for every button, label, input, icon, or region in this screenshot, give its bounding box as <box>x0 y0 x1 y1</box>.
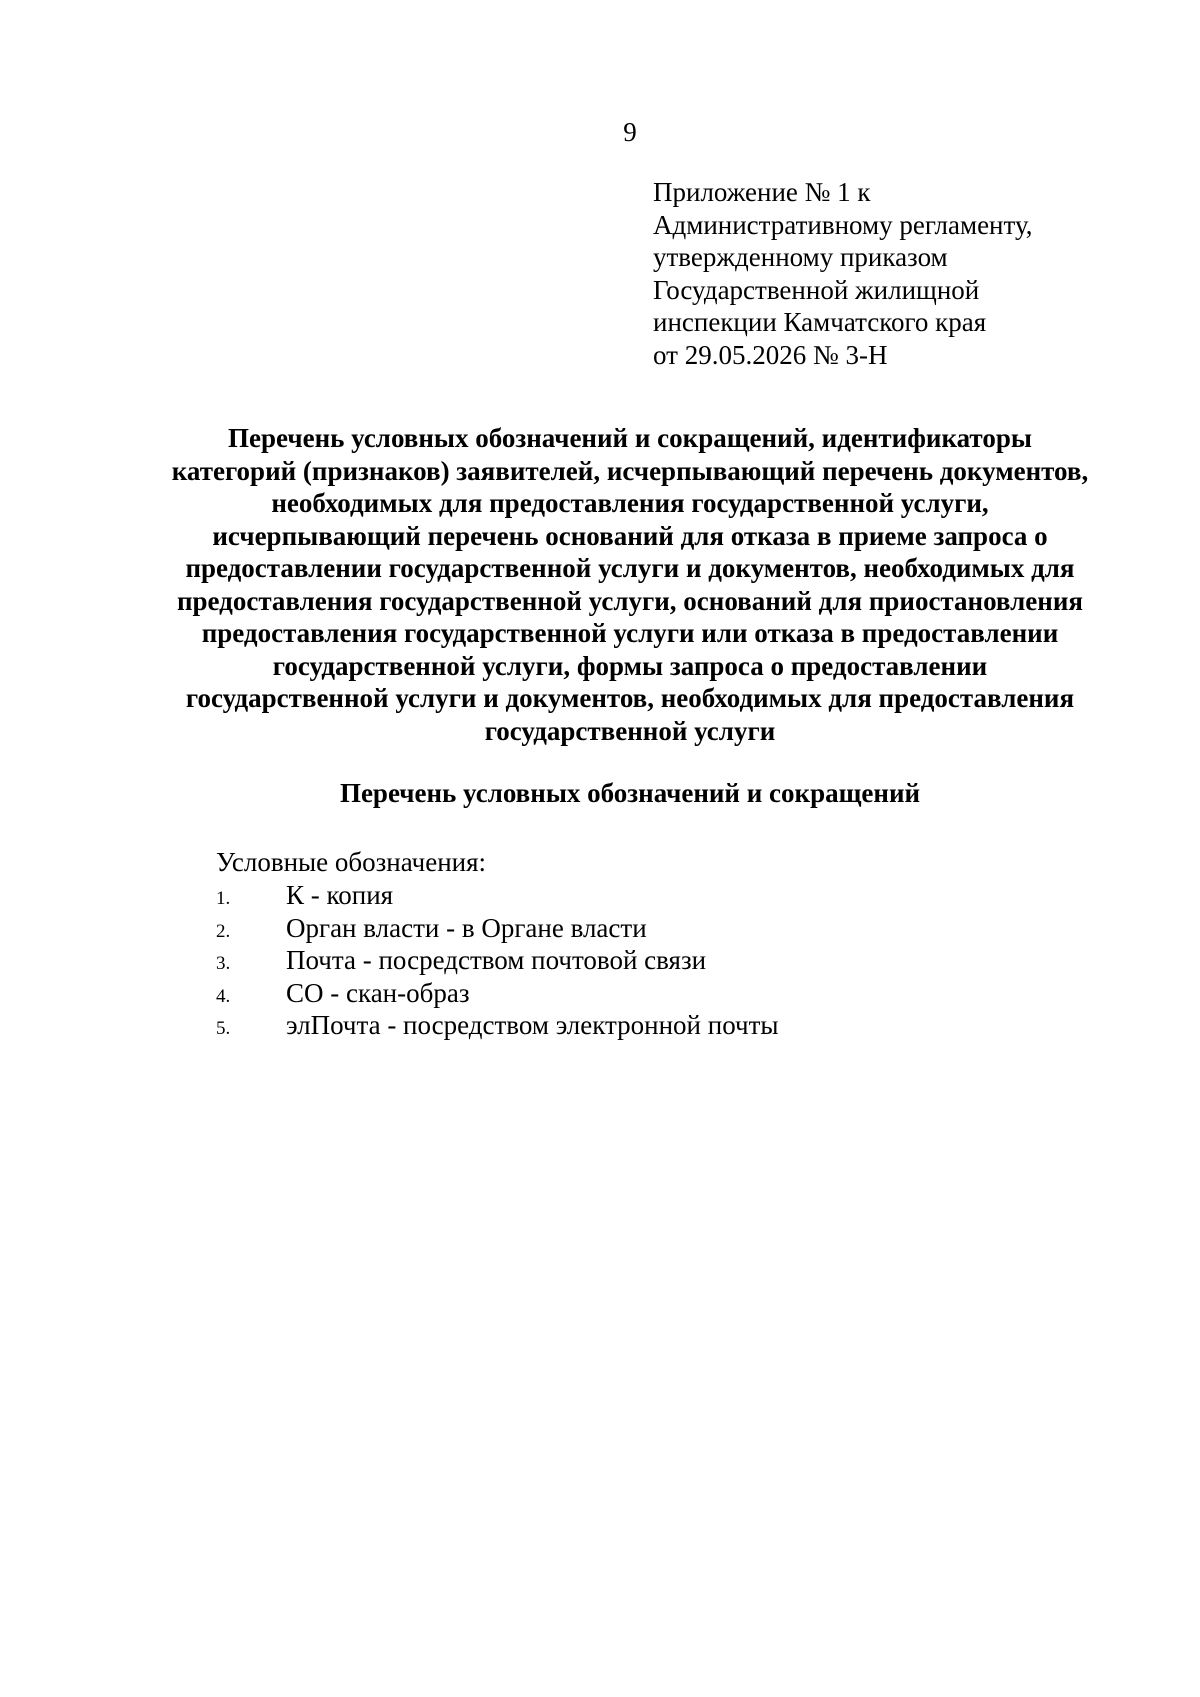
legend-caption: Условные обозначения: <box>216 847 487 877</box>
document-title <box>130 422 1130 747</box>
list-item-text: СО - скан-образ <box>286 977 470 1008</box>
list-item-number: 2. <box>216 920 231 942</box>
title-line: предоставления государственной услуги, оснований для приостановления <box>176 585 1083 616</box>
title-line: государственной услуги, формы запроса о предоставлении <box>272 650 988 681</box>
appendix-block <box>653 176 1033 371</box>
list-item-text: элПочта - посредством электронной почты <box>286 1010 779 1040</box>
appendix-line: утвержденному приказом <box>653 242 948 272</box>
title-line: государственной услуги и документов, необходимых для предоставления <box>185 683 1075 713</box>
section-heading: Перечень условных обозначений и сокращений <box>339 778 921 808</box>
list-item-text: Орган власти - в Органе власти <box>286 912 647 943</box>
title-line: исчерпывающий перечень оснований для отказа в приеме запроса о <box>212 520 1048 551</box>
list-item-text: К - копия <box>286 880 394 910</box>
list-item-number: 3. <box>216 953 231 974</box>
list-item <box>216 879 779 912</box>
title-line: предоставлении государственной услуги и документов, необходимых для <box>185 553 1075 583</box>
list-item <box>216 912 779 945</box>
legend-list <box>216 879 779 1042</box>
list-item-number: 1. <box>216 888 231 909</box>
list-item <box>216 1009 779 1042</box>
appendix-line: от 29.05.2026 № 3-Н <box>653 339 888 370</box>
title-line: Перечень условных обозначений и сокращений, идентификаторы <box>228 423 1032 453</box>
appendix-line: Приложение № 1 к <box>653 177 871 207</box>
title-line: необходимых для предоставления государственной услуги, <box>271 488 989 518</box>
list-item <box>216 944 779 977</box>
title-line: государственной услуги <box>484 715 776 746</box>
list-item-number: 4. <box>216 985 231 1007</box>
list-item-number: 5. <box>216 1018 231 1039</box>
title-line: категорий (признаков) заявителей, исчерпывающий перечень документов, <box>171 455 1089 486</box>
appendix-line: инспекции Камчатского края <box>653 307 987 337</box>
list-item <box>216 977 779 1010</box>
page-number: 9 <box>623 117 637 147</box>
title-line: предоставления государственной услуги или отказа в предоставлении <box>201 618 1059 648</box>
list-item-text: Почта - посредством почтовой связи <box>286 945 707 975</box>
appendix-line: Административному регламенту, <box>653 209 1033 240</box>
appendix-line: Государственной жилищной <box>653 274 980 305</box>
